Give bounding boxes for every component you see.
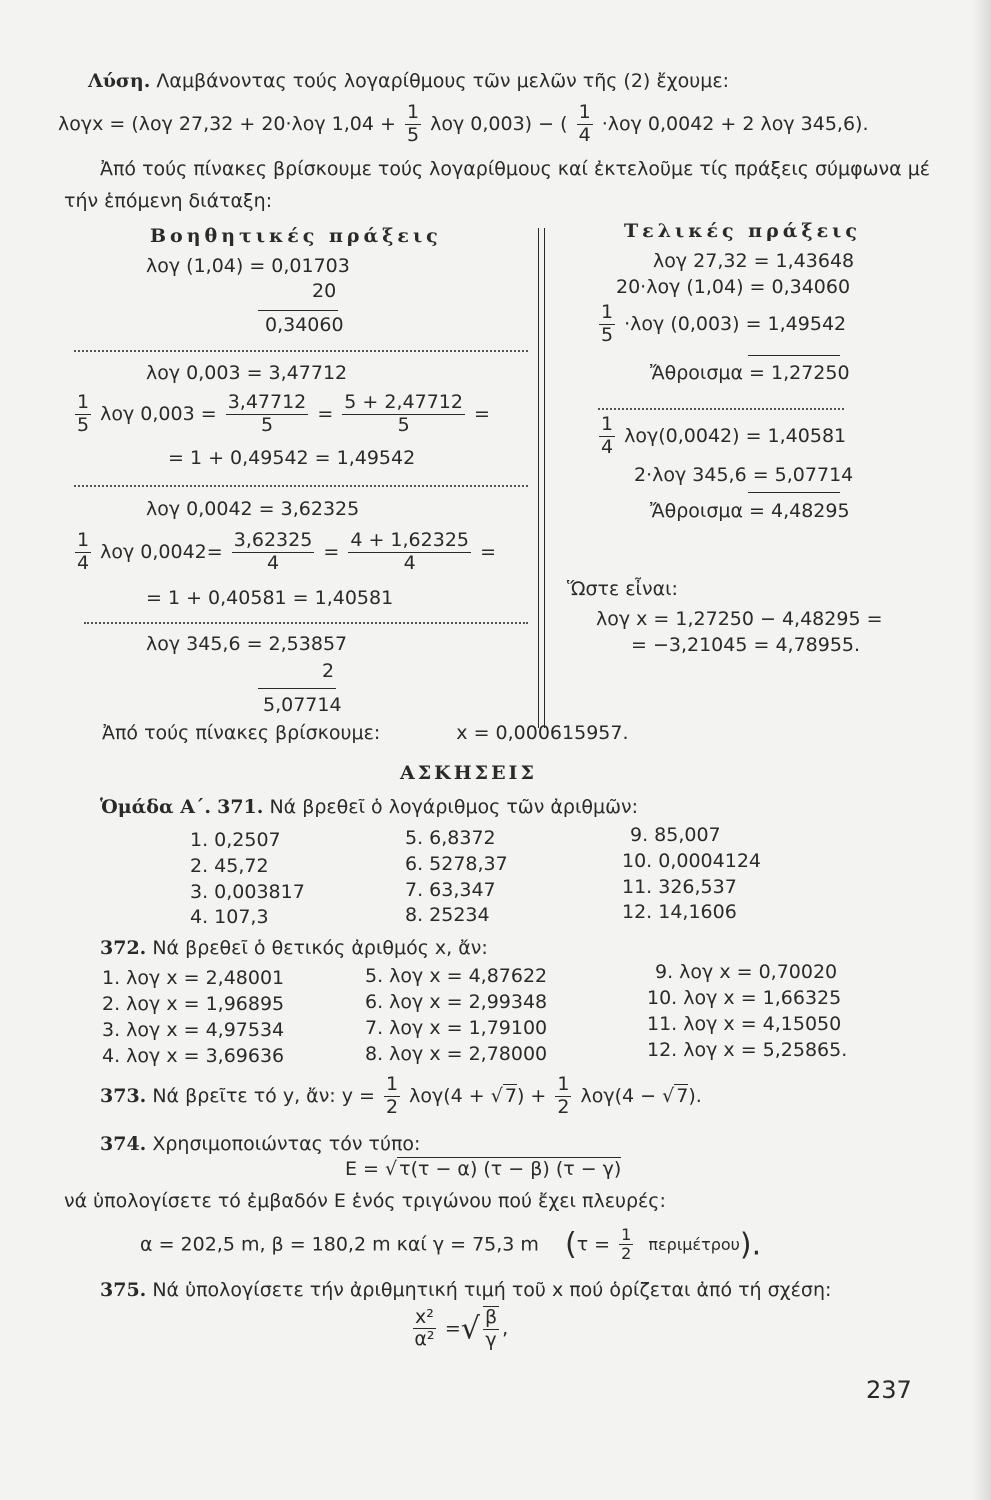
column-divider-1: [538, 228, 539, 728]
list-item: 4. λογ x = 3,69636: [102, 1045, 285, 1067]
exercise-375-formula: $\frac{\text{x²}}{\text{α²}}$ =√ $\frac{\beta}{\gamma}$ ,: [414, 1305, 509, 1351]
final-line-7: Ἄθροισμα = 4,48295: [650, 500, 850, 522]
final-line-10: = −3,21045 = 4,78955.: [631, 634, 861, 656]
aux-line-1: λογ (1,04) = 0,01703: [146, 255, 350, 277]
result-text: Ἀπό τούς πίνακες βρίσκουμε:: [102, 722, 381, 744]
list-item: 1. 0,2507: [190, 829, 281, 851]
list-item: 2. λογ x = 1,96895: [102, 993, 285, 1015]
formula-part-1: λογx = (λογ 27,32 + 20·λογ 1,04 +: [58, 112, 396, 135]
list-item: 10. λογ x = 1,66325: [647, 987, 842, 1009]
final-dots: [598, 408, 844, 410]
list-item: 12. λογ x = 5,25865.: [647, 1039, 848, 1061]
aux-rule-2: [258, 688, 336, 689]
list-item: 3. 0,003817: [190, 881, 305, 903]
sqrt-icon: √: [662, 1084, 675, 1107]
list-item: 2. 45,72: [190, 855, 269, 877]
exercise-373: 373. Νά βρεῖτε τό y, ἄν: y = $\frac{1}{2}$ λογ(4 + √ 7) + $\frac{1}{2}$ λογ(4 − √ 7).: [100, 1073, 702, 1118]
sqrt-icon: √: [460, 1311, 480, 1347]
final-line-1: λογ 27,32 = 1,43648: [653, 250, 855, 272]
fraction-aux-8a: $\frac{3,62325}{4}$: [233, 529, 313, 574]
list-item: 1. λογ x = 2,48001: [102, 967, 285, 989]
list-item: 12. 14,1606: [622, 901, 737, 923]
list-item: 11. 326,537: [622, 876, 737, 898]
list-item: 6. λογ x = 2,99348: [365, 991, 548, 1013]
exercises-heading: ΑΣΚΗΣΕΙΣ: [400, 762, 537, 784]
list-item: 7. 63,347: [405, 879, 496, 901]
aux-line-9: = 1 + 0,40581 = 1,40581: [146, 587, 394, 609]
solution-intro: [88, 70, 729, 92]
exercise-375: 375. Νά ὑπολογίσετε τήν ἀριθμητική τιμή τοῦ x πού ὁρίζεται ἀπό τή σχέση:: [100, 1279, 832, 1301]
result-line: [102, 722, 629, 744]
main-formula: [58, 102, 869, 147]
list-item: 11. λογ x = 4,15050: [647, 1013, 842, 1035]
heron-formula: Ε = √ τ(τ − α) (τ − β) (τ − γ): [345, 1158, 622, 1180]
aux-dots-3: [84, 622, 528, 624]
aux-dots-1: [74, 350, 528, 352]
aux-line-8: $\frac{1}{4}$ λογ 0,0042= $\frac{3,62325}{4}$ = $\frac{4 + 1,62325}{4}$ =: [77, 529, 496, 574]
final-line-8: Ὥστε εἶναι:: [567, 578, 678, 600]
list-item: 4. 107,3: [190, 906, 269, 928]
fraction-one-fifth-final: $\frac{1}{5}$: [601, 301, 614, 346]
fraction-one-half-b: $\frac{1}{2}$: [557, 1073, 570, 1118]
sqrt-icon: √: [490, 1084, 503, 1107]
final-line-3: $\frac{1}{5}$ ·λογ (0,003) = 1,49542: [601, 301, 847, 346]
page-number: 237: [866, 1376, 912, 1404]
group-label: Ὁμάδα Α΄.: [100, 796, 212, 818]
list-item: 5. 6,8372: [405, 827, 496, 849]
result-value: x = 0,000615957.: [456, 722, 629, 744]
aux-dots-2: [74, 485, 528, 487]
aux-rule-1: [258, 310, 338, 311]
formula-part-3: ·λογ 0,0042 + 2 λογ 345,6).: [601, 112, 869, 135]
fraction-one-quarter-aux: $\frac{1}{4}$: [77, 529, 90, 574]
fraction-aux-5a: $\frac{3,47712}{5}$: [227, 391, 307, 436]
list-item: 9. λογ x = 0,70020: [655, 961, 838, 983]
aux-line-6: = 1 + 0,49542 = 1,49542: [168, 447, 416, 469]
exercise-372: 372. Νά βρεθεῖ ὁ θετικός ἀριθμός x, ἄν:: [100, 937, 488, 959]
exercise-371: Ὁμάδα Α΄. 371. Νά βρεθεῖ ὁ λογάριθμος τῶν ἀριθμῶν:: [100, 796, 639, 818]
fraction-x2-a2: $\frac{\text{x²}}{\text{α²}}$: [414, 1305, 435, 1351]
page-edge-shadow: [973, 0, 991, 1500]
list-item: 7. λογ x = 1,79100: [365, 1017, 548, 1039]
list-item: 10. 0,0004124: [622, 850, 762, 872]
tables-line-2: τήν ἑπόμενη διάταξη:: [64, 190, 273, 212]
aux-line-2: 20: [312, 280, 337, 302]
list-item: 3. λογ x = 4,97534: [102, 1019, 285, 1041]
fraction-one-quarter: $\frac{1}{4}$: [578, 101, 591, 146]
fraction-aux-5b: $\frac{5 + 2,47712}{5}$: [344, 391, 463, 436]
aux-line-11: 2: [322, 660, 335, 682]
tables-line-1: Ἀπό τούς πίνακες βρίσκουμε τούς λογαρίθμους καί ἐκτελοῦμε τίς πράξεις σύμφωνα μέ: [100, 158, 931, 180]
list-item: 8. 25234: [405, 904, 490, 926]
aux-line-5: $\frac{1}{5}$ λογ 0,003 = $\frac{3,47712}{5}$ = $\frac{5 + 2,47712}{5}$ =: [77, 391, 490, 436]
final-line-5: $\frac{1}{4}$ λογ(0,0042) = 1,40581: [601, 413, 847, 458]
aux-line-7: λογ 0,0042 = 3,62325: [146, 498, 360, 520]
final-rule-2: [748, 492, 840, 493]
final-line-9: λογ x = 1,27250 − 4,48295 =: [596, 608, 883, 630]
fraction-beta-gamma: $\frac{\beta}{\gamma}$: [484, 1306, 498, 1351]
aux-line-10: λογ 345,6 = 2,53857: [146, 633, 348, 655]
final-rule-1: [748, 355, 840, 356]
final-heading: Τελικές πράξεις: [624, 220, 861, 242]
fraction-one-half-tau: $\frac{1}{2}$: [621, 1225, 632, 1264]
fraction-one-fifth-aux: $\frac{1}{5}$: [77, 391, 90, 436]
sqrt-icon: √: [385, 1158, 398, 1180]
list-item: 6. 5278,37: [405, 853, 508, 875]
list-item: 8. λογ x = 2,78000: [365, 1043, 548, 1065]
final-line-4: Ἄθροισμα = 1,27250: [650, 362, 850, 384]
list-item: 9. 85,007: [630, 824, 721, 846]
formula-part-2: λογ 0,003) − (: [430, 112, 568, 135]
solution-intro-text: Λαμβάνοντας τούς λογαρίθμους τῶν μελῶν τῆς (2) ἔχουμε:: [156, 70, 730, 92]
final-line-2: 20·λογ (1,04) = 0,34060: [616, 276, 851, 298]
exercise-374-sides: α = 202,5 m, β = 180,2 m καί γ = 75,3 m (τ = $\frac{1}{2}$ περιμέτρου).: [140, 1225, 762, 1264]
aux-line-3: 0,34060: [265, 314, 344, 336]
aux-line-4: λογ 0,003 = 3,47712: [146, 362, 348, 384]
solution-label: Λύση.: [88, 70, 151, 92]
column-divider-2: [544, 228, 545, 728]
fraction-one-half-a: $\frac{1}{2}$: [386, 1073, 399, 1118]
fraction-one-quarter-final: $\frac{1}{4}$: [601, 413, 614, 458]
fraction-one-fifth: $\frac{1}{5}$: [407, 101, 420, 146]
exercise-374-line2: νά ὑπολογίσετε τό ἐμβαδόν Ε ἑνός τριγώνου πού ἔχει πλευρές:: [64, 1190, 666, 1212]
exercise-374: 374. Χρησιμοποιώντας τόν τύπο:: [100, 1133, 421, 1155]
aux-line-12: 5,07714: [263, 694, 342, 716]
final-line-6: 2·λογ 345,6 = 5,07714: [634, 464, 854, 486]
list-item: 5. λογ x = 4,87622: [365, 965, 548, 987]
fraction-aux-8b: $\frac{4 + 1,62325}{4}$: [350, 529, 470, 574]
aux-heading: Βοηθητικές πράξεις: [150, 225, 442, 247]
